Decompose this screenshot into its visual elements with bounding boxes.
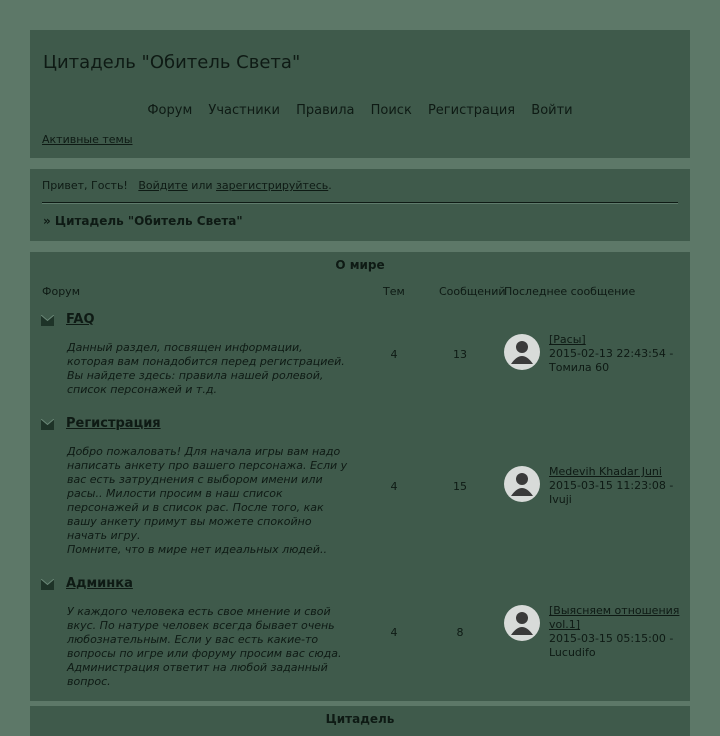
posts-count: 15 bbox=[453, 480, 467, 493]
forum-category-block bbox=[30, 252, 690, 701]
breadcrumb[interactable]: » Цитадель "Обитель Света" bbox=[43, 214, 243, 228]
forum-description-note: Помните, что в мире нет идеальных людей.. bbox=[67, 543, 327, 556]
last-post-link[interactable]: Medevih Khadar Juni bbox=[549, 465, 662, 478]
nav-login[interactable]: Войти bbox=[531, 103, 573, 118]
login-link[interactable]: Войдите bbox=[138, 179, 188, 192]
forum-link-admin[interactable]: Админка bbox=[66, 576, 133, 591]
register-link[interactable]: зарегистрируйтесь bbox=[216, 179, 329, 192]
posts-count: 8 bbox=[456, 626, 464, 639]
active-topics-link[interactable]: Активные темы bbox=[42, 133, 133, 146]
forum-description bbox=[67, 445, 352, 557]
last-post-author[interactable]: Ivuji bbox=[549, 493, 572, 506]
forum-folder-icon bbox=[41, 579, 54, 590]
default-avatar-icon[interactable] bbox=[504, 334, 540, 370]
next-category-title[interactable]: Цитадель bbox=[325, 712, 395, 726]
site-header bbox=[30, 30, 690, 158]
nav-register[interactable]: Регистрация bbox=[427, 103, 516, 118]
column-forum: Форум bbox=[42, 285, 80, 298]
posts-count: 13 bbox=[453, 348, 467, 361]
last-post-date: 2015-03-15 05:15:00 - bbox=[549, 632, 674, 645]
greeting-line bbox=[42, 179, 332, 192]
period-text: . bbox=[328, 179, 332, 192]
last-post-date: 2015-02-13 22:43:54 - bbox=[549, 347, 674, 360]
greeting-text: Привет, Гость! bbox=[42, 179, 128, 192]
last-post-link[interactable]: [Расы] bbox=[549, 333, 586, 346]
forum-folder-icon bbox=[41, 315, 54, 326]
forum-link-faq[interactable]: FAQ bbox=[66, 312, 95, 327]
topics-count: 4 bbox=[390, 626, 398, 639]
nav-members[interactable]: Участники bbox=[208, 103, 280, 118]
default-avatar-icon[interactable] bbox=[504, 466, 540, 502]
column-posts: Сообщений bbox=[439, 285, 506, 298]
last-post-info bbox=[549, 604, 684, 660]
topics-count: 4 bbox=[390, 348, 398, 361]
last-post-info bbox=[549, 465, 684, 507]
last-post-info bbox=[549, 333, 684, 375]
forum-folder-icon bbox=[41, 419, 54, 430]
divider bbox=[42, 202, 678, 204]
site-title: Цитадель "Обитель Света" bbox=[43, 52, 301, 73]
main-nav bbox=[30, 103, 690, 118]
column-last-post: Последнее сообщение bbox=[504, 285, 636, 298]
last-post-link[interactable]: [Выясняем отношения vol.1] bbox=[549, 604, 680, 631]
nav-search[interactable]: Поиск bbox=[370, 103, 412, 118]
last-post-date: 2015-03-15 11:23:08 - bbox=[549, 479, 674, 492]
topics-count: 4 bbox=[390, 480, 398, 493]
column-topics: Тем bbox=[383, 285, 405, 298]
welcome-panel bbox=[30, 169, 690, 241]
forum-description-main: Добро пожаловать! Для начала игры вам надо написать анкету про вашего персонажа. Если у вас есть затруднения с выбором имени или расы.. Милости просим в наш список персонажей и в список рас. После того, как вашу анкету примут вы можете спокойно начать игру. bbox=[67, 445, 348, 542]
forum-description: У каждого человека есть свое мнение и свой вкус. По натуре человек всегда бывает очень любознательным. Если у вас есть какие-то вопросы по игре или форуму просим вас сюда. Администрация ответит на любой заданный вопрос. bbox=[67, 605, 342, 688]
or-text: или bbox=[191, 179, 213, 192]
nav-rules[interactable]: Правила bbox=[296, 103, 355, 118]
nav-forum[interactable]: Форум bbox=[147, 103, 193, 118]
last-post-author[interactable]: Lucudifo bbox=[549, 646, 596, 659]
forum-link-registration[interactable]: Регистрация bbox=[66, 416, 161, 431]
forum-description: Данный раздел, посвящен информации, которая вам понадобится перед регистрацией. Вы найдете здесь: правила нашей ролевой, список персонажей и т.д. bbox=[67, 341, 345, 396]
default-avatar-icon[interactable] bbox=[504, 605, 540, 641]
last-post-author[interactable]: Томила 60 bbox=[549, 361, 610, 374]
category-title[interactable]: О мире bbox=[335, 258, 385, 272]
next-category-block bbox=[30, 706, 690, 736]
